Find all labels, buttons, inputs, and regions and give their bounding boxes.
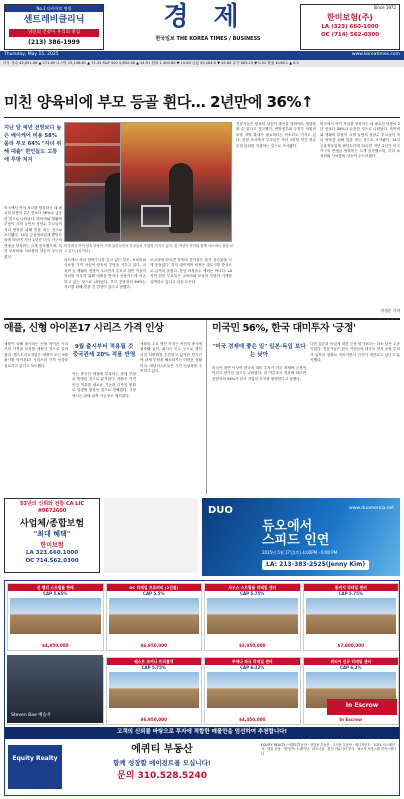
lead-headline[interactable]: 미친 양육비에 부모 등골 휜다… 2년만에 36%↑ [4, 93, 314, 111]
section-title: 경 제 [163, 2, 247, 32]
investment-col-1: 미국인 절반 이상이 한국의 대미 투자가 미국 경제에 긍정적이라고 평가한 것으로 나타났다. 한 여론조사 결과에 따르면 응답자의 56%가 한국 기업의 투자를 환영한다고 답했다. [212, 366, 306, 381]
lead-photo-right [120, 122, 232, 242]
apple-headline[interactable]: 애플, 신형 아이폰17 시리즈 가격 인상 [4, 323, 164, 334]
recruit-message: 함께 성장할 에이전트를 모십니다! [113, 758, 211, 767]
clinic-ad[interactable] [4, 4, 104, 50]
listing-title: 선 밸리 스트립몰 판매 [8, 584, 103, 591]
listing-price: $4,450,000 [239, 717, 266, 723]
listing-price: $6,950,000 [140, 717, 167, 723]
listing-photo [207, 598, 298, 634]
agent-photo [7, 655, 103, 723]
ca-ad-benefit: "최대 혜택" [33, 529, 71, 538]
ca-ad-headline: 사업체/종합보험 [19, 518, 85, 529]
duo-ad[interactable] [202, 498, 400, 576]
listing-cap-rate: CAP 6.2% [340, 665, 362, 671]
clinic-ad-phone: (213) 386-1999 [28, 38, 80, 46]
column-divider [206, 320, 207, 494]
investment-col-2: 다만 일본과 독일에 대한 긍정 평가보다는 다소 낮은 수준이었다. 전문가들은 한국 기업들의 대규모 현지 공장 투자가 일자리 창출로 이어지면서 인식이 개선되고 있다고 분석했다. [310, 342, 400, 363]
escrow-badge: In Escrow [327, 699, 397, 715]
insurance-ad-phone-oc: OC (714) 562-0300 [320, 31, 380, 38]
insurance-ad-since: Since 1972 [373, 5, 396, 10]
insurance-ad-phone-la: LA (323) 660-1000 [321, 24, 379, 31]
listing-photo [207, 672, 298, 708]
market-ticker: 다우 지수 42,051.06 ▲ 271.69 나스닥 19,146.81 ▲ 72.31 S&P 500 5,892.58 ▲ 24.91 원화 1,400.80 ▼ 15.60 금값 $3,184.0 ▼ 45.80 유가 $63.15 ▼ 0.52 환율 ¥146.1 ▲ 0.3 [0, 60, 404, 67]
lead-col-3: 보고서에 따르면 양육비 증가율은 물가 상승률을 크게 웃돌았다. 특히 데이케어 비용은 대도시를 중심으로 급격히 올랐다. 한인 가정들도 예외는 아니다. LA 지역 한인 부모들은 교육비와 보육비 부담이 가계를 압박하고 있다고 입을 모은다. [150, 258, 232, 284]
listing-card[interactable] [303, 583, 400, 651]
listing-photo [10, 598, 101, 634]
listing-cap-rate: CAP 5.75% [141, 665, 166, 671]
listing-title: 사우스 스트립몰 리테일 센터 [205, 584, 300, 591]
ca-ad-top: 53년의 신뢰와 전통 CA LIC #0672600 [20, 501, 84, 514]
realestate-slogan: 고객의 신뢰를 바탕으로 투자에 적합한 매물만을 엄선하여 추천합니다! [5, 727, 399, 739]
investment-subhead: "미국 경제에 좋은 일" 일본·독일 보다는 낮아 [212, 344, 306, 358]
duo-headline [262, 520, 329, 549]
duo-logo: DUO [208, 505, 233, 516]
listing-card[interactable] [7, 583, 104, 651]
duo-event-time: 2025년 5월 17일(토) 4:00PM - 6:00 PM [262, 550, 338, 555]
section-rule [4, 318, 400, 320]
service-list: EQUITY REALTY / 에퀴티부동산 · 상업용 부동산 · 주거용 부동산 · 매니지먼트 · 1031 익스체인지 · 대출 상담 · 에이전트 트레이닝 · 파트너십 · 한인 커뮤니티 봉사 · 최고의 서비스를 약속드립니다 [261, 743, 397, 756]
listing-price: $6,950,000 [140, 643, 167, 649]
issue-date: Thursday, May 15, 2025 [4, 52, 59, 58]
listing-title: 롱비치 리테일 센터 [304, 584, 399, 591]
listing-card[interactable] [204, 657, 301, 725]
listing-price: $7,800,000 [337, 643, 364, 649]
apple-col-1: 애플이 올해 출시하는 신형 아이폰 시리즈의 가격을 인상할 계획인 것으로 알려졌다. 월스트리트저널은 애플이 오는 9월 출시할 아이폰17 시리즈의 가격 인상을 검토하고 있다고 보도했다. [4, 342, 68, 368]
listing-price: $3,950,000 [239, 643, 266, 649]
apple-subhead: 9월 출시부터 적용될 것 중국관세 20% 적용 반영 [72, 344, 136, 358]
listing-title: OC 리테일 프로퍼티 (2건물) [107, 584, 202, 591]
lead-col-4: 전문가들은 양육비 상승이 출산율 하락에도 영향을 줄 수 있다고 경고했다. 연방정부와 주정부 차원의 보육 지원 확대가 필요하다는 목소리도 커지고 있다. 한편 조사에서 부모들은 자녀 1명당 연간 평균 수만 달러를 지출하는 것으로 조사됐다. [236, 122, 316, 148]
ca-ad-brand: 한미보험 [40, 542, 64, 550]
duo-url[interactable]: www.duomerica.net [349, 506, 394, 511]
lead-col-5: 미국에서 아이 자녀를 양육하는 데 필요한 비용이 2년 전보다 36%나 급증한 것으로 나타났다. 육아비와 생활비 부담이 크게 늘면서 상당수 부모들이 자녀 양육을 위해 빚을 내는 것으로 조사됐다. 14일 금융정보업체 렌딩트리에 따르면 지난 2년간 미국 가구의 연평균 양육비는 크게 증가했으며, 특히 보육비와 식료품비 상승이 두드러졌다. [320, 122, 400, 159]
agent-name: Steven Bae 배승우 [11, 712, 52, 718]
investment-headline[interactable]: 미국민 56%, 한국 대미투자 '긍정' [212, 323, 356, 334]
apple-col-3: 애플의 주요 생산 기지는 여전히 중국에 집중돼 있다. 회사는 인도 등으로 생산 거점 다변화를 추진하고 있지만 단기간에 관세 부담을 해소하기는 어려운 상황이다. 애널리스트들은 가격 인상폭을 주목하고 있다. [140, 342, 202, 373]
business-insurance-ad[interactable] [4, 498, 100, 573]
listing-title: 위티어 신규 리테일 센터 [304, 658, 399, 665]
apple-col-2: 이는 중국산 제품에 부과되는 관세 부담을 반영한 것으로 분석된다. 애플은 가격 인상 이유를 새로운 기능과 디자인 변화로 설명할 방침인 것으로 전해졌다. 시장에서는 판매 위축 가능성도 제기된다. [72, 372, 136, 398]
recruit-company: 에퀴티 부동산 [131, 744, 193, 755]
duo-headline-2: 스피드 인연 [262, 533, 330, 549]
listing-price: $4,850,000 [42, 643, 69, 649]
blank-ad-space [104, 498, 198, 573]
listing-cap-rate: CAP 5.65% [43, 591, 68, 597]
publisher-line: 한국일보 THE KOREA TIMES / BUSINESS [155, 36, 261, 42]
recruit-section [5, 741, 399, 795]
listing-cap-rate: CAP 5.75% [240, 591, 265, 597]
date-bar [0, 51, 404, 60]
realestate-ad[interactable] [4, 580, 400, 796]
recruit-phone[interactable]: 문의 310.528.5240 [117, 771, 207, 782]
clinic-ad-name: 센트레비클리닉 [23, 15, 85, 26]
insurance-ad[interactable] [300, 4, 400, 50]
recruit-text [67, 743, 257, 782]
duo-headline-1: 듀오에서 [262, 519, 313, 534]
listing-price: In Escrow [339, 717, 363, 723]
clinic-ad-slogan: 당신의 건강이 우리의 중심 [9, 29, 99, 37]
listing-title: 부에나 파크 리테일 센터 [205, 658, 300, 665]
lead-byline: 이경운 기자 [380, 308, 400, 313]
listing-cap-rate: CAP 5.5% [143, 591, 165, 597]
listing-card[interactable] [106, 583, 203, 651]
listing-cap-rate: CAP 6.32% [240, 665, 265, 671]
lead-rule [4, 117, 400, 118]
lead-photo-caption: 미국에서 아이 양육 비용이 크게 늘어나면서 부모들의 부담이 커지고 있다. 한 여성이 아이와 함께 마트에서 장을 보고 있다. [로이터] [64, 244, 233, 253]
listing-card[interactable] [106, 657, 203, 725]
ca-ad-tel-oc: OC 714.562.0300 [25, 557, 79, 564]
ca-ad-tel-la: LA 323.660.1000 [25, 550, 79, 557]
equity-logo: Equity Realty [8, 745, 62, 789]
lead-subhead: 지난 달 예년 전망보다 높은 베이케어 비용 58% 올라 부모 64% "자녀 위해 대출" 한인들도 고통에 무방 처지 [4, 125, 62, 164]
listing-cap-rate: CAP 5.75% [338, 591, 363, 597]
lead-col-1: 미국에서 아이 자녀를 양육하는 데 필요한 비용이 2년 전보다 36%나 급증한 것으로 나타났다. 육아비와 생활비 부담이 크게 늘면서 상당수 부모들이 자녀 양육을 위해 빚을 내는 것으로 조사됐다. 14일 금융정보업체 렌딩트리에 따르면 지난 2년간 미국 가구의 연평균 양육비는 크게 증가했으며, 특히 보육비와 식료품비 상승이 두드러졌다. [4, 206, 62, 259]
listing-photo [306, 598, 397, 634]
duo-tel: LA: 213-383-2525(Jenny Kim) [262, 560, 369, 570]
listing-card[interactable] [204, 583, 301, 651]
listing-photo [109, 598, 200, 634]
listing-photo [109, 672, 200, 708]
listing-title: 웨스트 코비나 트리플넷 [107, 658, 202, 665]
site-link[interactable]: www.koreatimes.com [351, 52, 400, 58]
lead-col-2: 마트에서 자녀 장바구니를 끌고 있는 부모. 보육비와 식료품 가격 상승이 양육비 부담을 키우고 있다. 교육비 등 생활비 전반이 오르면서 부모의 절반 이상이 자녀를 키우기 위해 대출을 받거나 신용카드에 의존하고 있는 것으로 나타났다. 부모 응답자의 64%는 자녀를 위해 빚을 진 경험이 있다고 답했다. [64, 258, 146, 289]
insurance-ad-name: 한미보험(주) [327, 13, 373, 23]
clinic-ad-tag: No.1 다이어트 병원 [5, 5, 103, 12]
